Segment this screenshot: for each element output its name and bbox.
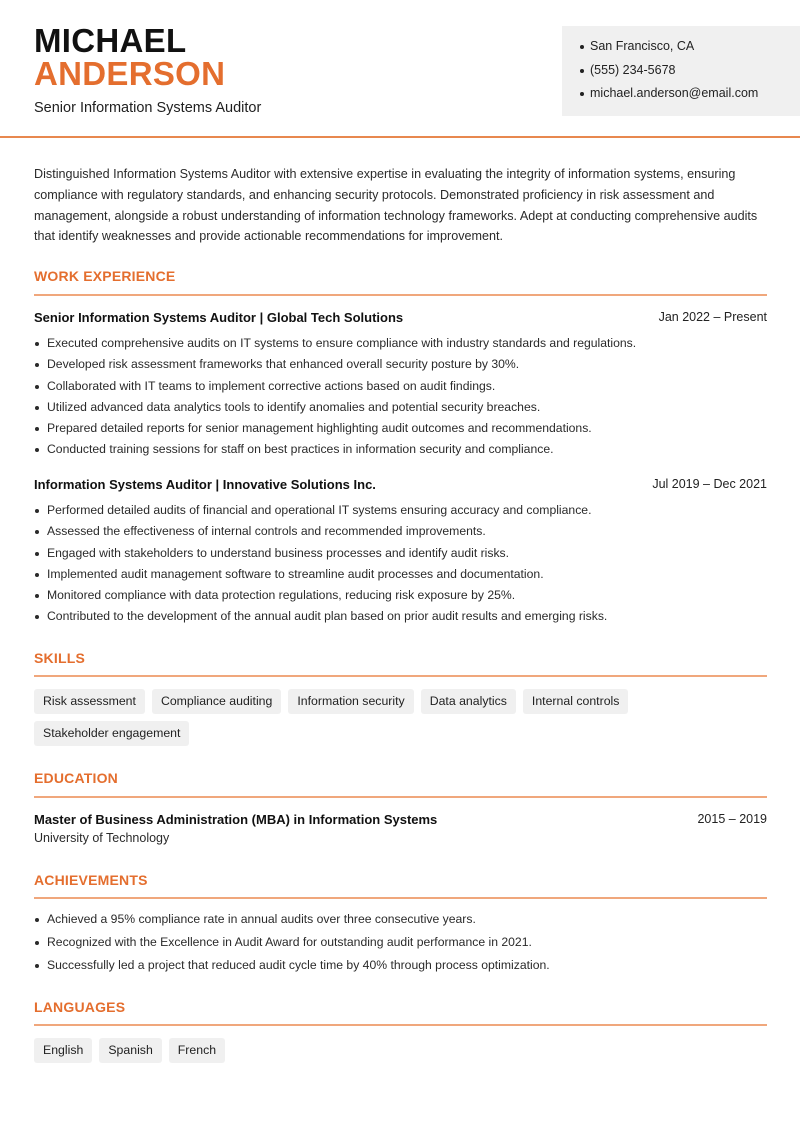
bullet-item: Developed risk assessment frameworks that enhanced overall security posture by 30%.: [34, 354, 767, 375]
job-bullets: [34, 500, 767, 628]
headline-title: Senior Information Systems Auditor: [34, 100, 262, 116]
bullet-item: Executed comprehensive audits on IT systems to ensure compliance with industry standards and regulations.: [34, 333, 767, 354]
job-bullets: [34, 333, 767, 461]
section-divider: [34, 294, 767, 296]
job-heading: Senior Information Systems Auditor | Global Tech Solutions: [34, 310, 404, 325]
education-school: University of Technology: [34, 831, 170, 845]
bullet-item: Performed detailed audits of financial and operational IT systems ensuring accuracy and compliance.: [34, 500, 767, 521]
job-dates: Jul 2019 – Dec 2021: [652, 477, 767, 491]
section-title-education: EDUCATION: [34, 770, 118, 786]
section-title-languages: LANGUAGES: [34, 999, 126, 1015]
job-header: [34, 477, 767, 497]
bullet-item: Utilized advanced data analytics tools to identify anomalies and potential security breaches.: [34, 397, 767, 418]
job-header: [34, 310, 767, 330]
language-tag: French: [169, 1038, 225, 1063]
resume-header: [0, 0, 800, 138]
skill-tag: Stakeholder engagement: [34, 721, 189, 746]
bullet-item: Engaged with stakeholders to understand business processes and identify audit risks.: [34, 543, 767, 564]
section-divider: [34, 897, 767, 899]
bullet-item: Assessed the effectiveness of internal controls and recommended improvements.: [34, 521, 767, 542]
contact-phone: (555) 234-5678: [580, 62, 800, 86]
education-dates: 2015 – 2019: [697, 812, 767, 826]
section-divider: [34, 675, 767, 677]
achievement-item: Successfully led a project that reduced audit cycle time by 40% through process optimization.: [34, 955, 767, 978]
first-name: MICHAEL: [34, 22, 187, 59]
achievement-item: Achieved a 95% compliance rate in annual audits over three consecutive years.: [34, 909, 767, 932]
languages-list: [34, 1038, 767, 1070]
contact-email[interactable]: michael.anderson@email.com: [580, 85, 800, 109]
skill-tag: Information security: [288, 689, 413, 714]
skill-tag: Compliance auditing: [152, 689, 281, 714]
skill-tag: Risk assessment: [34, 689, 145, 714]
section-divider: [34, 1024, 767, 1026]
job-dates: Jan 2022 – Present: [658, 310, 767, 324]
skill-tag: Data analytics: [421, 689, 516, 714]
contact-box: [562, 26, 800, 116]
skills-list: [34, 689, 767, 753]
skill-tag: Internal controls: [523, 689, 629, 714]
section-title-achievements: ACHIEVEMENTS: [34, 872, 148, 888]
summary-paragraph: Distinguished Information Systems Auditor with extensive expertise in evaluating the integrity of information systems, ensuring compliance with regulatory standards, and enhancing security protocols. Demonstrated proficiency in risk assessment and management, alongside a robust understanding of information technology frameworks. Adept at conducting comprehensive audits that identify weaknesses and provide actionable recommendations for improvement.: [34, 167, 758, 244]
achievement-item: Recognized with the Excellence in Audit Award for outstanding audit performance in 2021.: [34, 932, 767, 955]
bullet-item: Collaborated with IT teams to implement corrective actions based on audit findings.: [34, 376, 767, 397]
contact-location: San Francisco, CA: [580, 38, 800, 62]
bullet-item: Monitored compliance with data protection regulations, reducing risk exposure by 25%.: [34, 585, 767, 606]
section-title-work: WORK EXPERIENCE: [34, 268, 176, 284]
education-degree: Master of Business Administration (MBA) in Information Systems: [34, 812, 438, 827]
bullet-item: Prepared detailed reports for senior management highlighting audit outcomes and recommendations.: [34, 418, 767, 439]
section-title-skills: SKILLS: [34, 650, 85, 666]
bullet-item: Contributed to the development of the annual audit plan based on prior audit results and emerging risks.: [34, 606, 767, 627]
last-name: ANDERSON: [34, 55, 226, 92]
bullet-item: Conducted training sessions for staff on best practices in information security and compliance.: [34, 439, 767, 460]
job-heading: Information Systems Auditor | Innovative Solutions Inc.: [34, 477, 376, 492]
achievements-list: [34, 909, 767, 978]
language-tag: English: [34, 1038, 92, 1063]
section-divider: [34, 796, 767, 798]
language-tag: Spanish: [99, 1038, 161, 1063]
bullet-item: Implemented audit management software to streamline audit processes and documentation.: [34, 564, 767, 585]
